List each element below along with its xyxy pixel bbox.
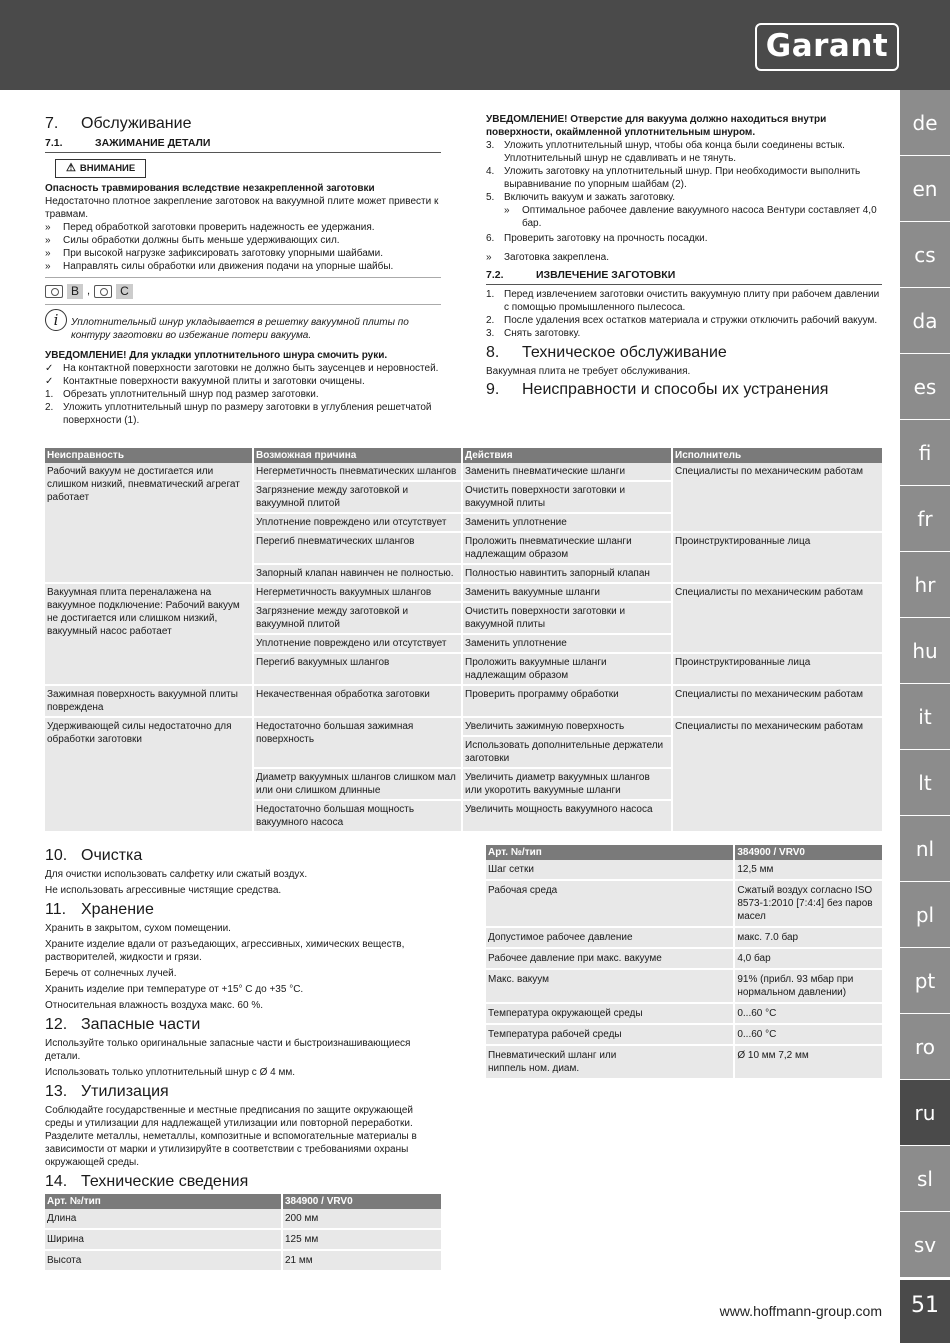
- table-cell: Перегиб вакуумных шлангов: [254, 654, 463, 686]
- section-8-heading: 8. Техническое обслуживание: [486, 344, 727, 361]
- warning-list: [45, 221, 441, 273]
- info-note-text: Уплотнительный шнур укладывается в решетку вакуумной плиты по контуру заготовки во избежание потери вакуума.: [71, 317, 409, 341]
- language-tab-pt[interactable]: pt: [900, 948, 950, 1014]
- table-cell: Рабочий вакуум не достигается или слишком низкий, пневматический агрегат работает: [45, 463, 254, 584]
- text-paragraph: Соблюдайте государственные и местные предписания по защите окружающей среды и утилизации для надлежащей утилизации или повторной переработки. Разделите металлы, неметаллы, композитные и вспомогательные материалы в зависимости от марки и утилизируйте в соответствии с требованиями охраны окружающей среды.: [45, 1105, 417, 1168]
- divider: [45, 304, 441, 305]
- divider: [45, 277, 441, 278]
- camera-icon: [45, 285, 63, 298]
- table-cell: Вакуумная плита переналажена на вакуумное подключение: Рабочий вакуум не достигается или слишком низкий, вакуумный насос работает: [45, 584, 254, 686]
- language-tab-es[interactable]: es: [900, 354, 950, 420]
- step-item: 2. После удаления всех остатков материала и стружки отключить рабочий вакуум.: [486, 315, 878, 326]
- table-cell: Проверить программу обработки: [463, 686, 673, 718]
- table-header: Действия: [463, 448, 673, 463]
- table-row: [486, 1025, 882, 1046]
- text-line: Относительная влажность воздуха макс. 60 %.: [45, 1000, 263, 1011]
- table-cell: Специалисты по механическим работам: [673, 584, 882, 654]
- table-header: Арт. №/тип: [486, 845, 735, 860]
- spec-table-dimensions: [45, 1194, 441, 1272]
- figure-references: [45, 282, 441, 300]
- table-cell: Рабочая среда: [486, 881, 735, 928]
- table-row: [486, 928, 882, 949]
- table-cell: Запорный клапан навинчен не полностью.: [254, 565, 463, 584]
- table-row: [45, 463, 882, 482]
- section-13-heading: 13. Утилизация: [45, 1083, 169, 1100]
- table-cell: Очистить поверхности заготовки и вакуумной плиты: [463, 603, 673, 635]
- table-cell: Уплотнение повреждено или отсутствует: [254, 514, 463, 533]
- table-cell: Зажимная поверхность вакуумной плиты повреждена: [45, 686, 254, 718]
- table-cell: Высота: [45, 1251, 283, 1272]
- text-line: Для очистки использовать салфетку или сжатый воздух.: [45, 869, 308, 880]
- table-cell: Специалисты по механическим работам: [673, 686, 882, 718]
- warning-badge: ⚠ ВНИМАНИЕ: [55, 159, 146, 178]
- separator: ,: [87, 284, 91, 297]
- fault-table: [45, 448, 882, 833]
- left-column-lower: [45, 845, 441, 1272]
- language-tab-ro[interactable]: ro: [900, 1014, 950, 1080]
- text-line: Не использовать агрессивные чистящие средства.: [45, 885, 282, 896]
- table-cell: Заменить вакуумные шланги: [463, 584, 673, 603]
- step-item: 6. Проверить заготовку на прочность посадки.: [486, 233, 708, 244]
- table-cell: Допустимое рабочее давление: [486, 928, 735, 949]
- table-cell: Ширина: [45, 1230, 283, 1251]
- language-tab-hu[interactable]: hu: [900, 618, 950, 684]
- table-row: [45, 718, 882, 737]
- right-column: [486, 113, 882, 402]
- text-line: Беречь от солнечных лучей.: [45, 968, 177, 979]
- table-cell: Сжатый воздух согласно ISO 8573-1:2010 [7:4:4] без паров масел: [735, 881, 882, 928]
- result-item: » Заготовка закреплена.: [486, 252, 609, 263]
- text-line: Хранить в закрытом, сухом помещении.: [45, 923, 231, 934]
- table-cell: Удерживающей силы недостаточно для обработки заготовки: [45, 718, 254, 833]
- warning-text: Недостаточно плотное закрепление заготовок на вакуумной плите может привести к травмам.: [45, 196, 439, 220]
- check-item: ✓ Контактные поверхности вакуумной плиты и заготовки очищены.: [45, 376, 365, 387]
- table-cell: Проинструктированные лица: [673, 654, 882, 686]
- language-tab-fr[interactable]: fr: [900, 486, 950, 552]
- table-cell: Увеличить мощность вакуумного насоса: [463, 801, 673, 833]
- sub-item: » Оптимальное рабочее давление вакуумного насоса Вентури составляет 4,0 бар.: [504, 205, 877, 229]
- table-header: Возможная причина: [254, 448, 463, 463]
- table-cell: Перегиб пневматических шлангов: [254, 533, 463, 565]
- table-cell: Увеличить зажимную поверхность: [463, 718, 673, 737]
- language-tab-ru[interactable]: ru: [900, 1080, 950, 1146]
- text-line: Хранить изделие при температуре от +15° C до +35 °C.: [45, 984, 304, 995]
- table-row: [486, 949, 882, 970]
- table-header: Исполнитель: [673, 448, 882, 463]
- table-cell: Использовать дополнительные держатели заготовки: [463, 737, 673, 769]
- table-cell: 0...60 °C: [735, 1025, 882, 1046]
- table-cell: Рабочее давление при макс. вакууме: [486, 949, 735, 970]
- check-item: ✓ На контактной поверхности заготовки не должно быть заусенцев и неровностей.: [45, 363, 439, 374]
- table-cell: Заменить пневматические шланги: [463, 463, 673, 482]
- camera-icon: [94, 285, 112, 298]
- language-tab-de[interactable]: de: [900, 90, 950, 156]
- table-cell: Макс. вакуум: [486, 970, 735, 1004]
- table-row: [486, 860, 882, 881]
- table-cell: Негерметичность пневматических шлангов: [254, 463, 463, 482]
- figure-label-c: C: [116, 284, 133, 299]
- language-tab-lt[interactable]: lt: [900, 750, 950, 816]
- language-tab-pl[interactable]: pl: [900, 882, 950, 948]
- step-item: 2. Уложить уплотнительный шнур по размеру заготовки в углубления решетчатой поверхности (1).: [45, 402, 432, 426]
- table-cell: Ø 10 мм 7,2 мм: [735, 1046, 882, 1080]
- table-header: Неисправность: [45, 448, 254, 463]
- step-item: 4. Уложить заготовку на уплотнительный шнур. При необходимости выполнить выравнивание по упорным шайбам (2).: [486, 166, 861, 190]
- notice-wet-hands: УВЕДОМЛЕНИЕ! Для укладки уплотнительного шнура смочить руки.: [45, 350, 388, 361]
- table-cell: Проложить вакуумные шланги надлежащим образом: [463, 654, 673, 686]
- step-item: 5. Включить вакуум и зажать заготовку.: [486, 192, 676, 203]
- table-cell: Полностью навинтить запорный клапан: [463, 565, 673, 584]
- section-7-1-heading: 7.1. ЗАЖИМАНИЕ ДЕТАЛИ: [45, 136, 441, 153]
- section-7-2-heading: 7.2. ИЗВЛЕЧЕНИЕ ЗАГОТОВКИ: [486, 268, 882, 285]
- list-item: » Силы обработки должны быть меньше удерживающих сил.: [45, 235, 340, 246]
- table-cell: 125 мм: [283, 1230, 441, 1251]
- table-cell: Проложить пневматические шланги надлежащим образом: [463, 533, 673, 565]
- table-cell: Негерметичность вакуумных шлангов: [254, 584, 463, 603]
- language-tab-fi[interactable]: fi: [900, 420, 950, 486]
- table-row: [486, 1046, 882, 1080]
- section-10-heading: 10. Очистка: [45, 847, 143, 864]
- table-row: [486, 970, 882, 1004]
- table-cell: Специалисты по механическим работам: [673, 463, 882, 533]
- table-header: Арт. №/тип: [45, 1194, 283, 1209]
- table-cell: 200 мм: [283, 1209, 441, 1230]
- checkmark-icon: ✓: [45, 376, 54, 387]
- table-cell: Недостаточно большая мощность вакуумного насоса: [254, 801, 463, 833]
- language-tab-da[interactable]: da: [900, 288, 950, 354]
- table-header: 384900 / VRV0: [283, 1194, 441, 1209]
- text-line: Храните изделие вдали от разъедающих, агрессивных, химических веществ, растворителей, жидкости и грязи.: [45, 939, 405, 963]
- info-icon: i: [45, 309, 67, 331]
- notice-vacuum-hole: УВЕДОМЛЕНИЕ! Отверстие для вакуума должно находиться внутри поверхности, окаймленной уплотнительным шнуром.: [486, 114, 827, 138]
- section-9-heading: 9. Неисправности и способы их устранения: [486, 381, 829, 398]
- table-row: [486, 1004, 882, 1025]
- figure-label-b: B: [67, 284, 83, 299]
- table-cell: Уплотнение повреждено или отсутствует: [254, 635, 463, 654]
- section-8-text: Вакуумная плита не требует обслуживания.: [486, 366, 691, 377]
- spec-table-technical: [486, 845, 882, 1080]
- table-cell: Увеличить диаметр вакуумных шлангов или укоротить вакуумные шланги: [463, 769, 673, 801]
- warning-heading: Опасность травмирования вследствие незакрепленной заготовки: [45, 183, 375, 194]
- table-cell: Специалисты по механическим работам: [673, 718, 882, 833]
- language-tab-sv[interactable]: sv: [900, 1212, 950, 1278]
- page-number: 51: [900, 1280, 950, 1343]
- table-cell: Проинструктированные лица: [673, 533, 882, 584]
- table-cell: 12,5 мм: [735, 860, 882, 881]
- step-item: 3. Уложить уплотнительный шнур, чтобы оба конца были соединены встык. Уплотнительный шнур не сдавливать и не тянуть.: [486, 140, 845, 164]
- left-column: [45, 113, 441, 427]
- table-cell: 21 мм: [283, 1251, 441, 1272]
- language-tab-nl[interactable]: nl: [900, 816, 950, 882]
- language-sidebar: [900, 90, 950, 1278]
- table-cell: Загрязнение между заготовкой и вакуумной плитой: [254, 603, 463, 635]
- table-cell: Недостаточно большая зажимная поверхность: [254, 718, 463, 769]
- table-cell: Заменить уплотнение: [463, 635, 673, 654]
- info-note: [45, 309, 441, 342]
- table-cell: 91% (прибл. 93 мбар при нормальном давлении): [735, 970, 882, 1004]
- step-item: 1. Перед извлечением заготовки очистить вакуумную плиту при рабочем давлении с помощью промышленного пылесоса.: [486, 289, 880, 313]
- section-7-heading: 7. Обслуживание: [45, 115, 192, 132]
- language-tab-en[interactable]: en: [900, 156, 950, 222]
- table-cell: Длина: [45, 1209, 283, 1230]
- text-line: Используйте только оригинальные запасные части и быстроизнашивающиеся детали.: [45, 1038, 411, 1062]
- step-item: 1. Обрезать уплотнительный шнур под размер заготовки.: [45, 389, 319, 400]
- table-cell: Загрязнение между заготовкой и вакуумной плитой: [254, 482, 463, 514]
- table-cell: Диаметр вакуумных шлангов слишком мал или они слишком длинные: [254, 769, 463, 801]
- language-tab-sl[interactable]: sl: [900, 1146, 950, 1212]
- table-cell: макс. 7.0 бар: [735, 928, 882, 949]
- table-cell: Температура рабочей среды: [486, 1025, 735, 1046]
- table-cell: Шаг сетки: [486, 860, 735, 881]
- section-12-heading: 12. Запасные части: [45, 1016, 201, 1033]
- language-tab-cs[interactable]: cs: [900, 222, 950, 288]
- table-cell: 4,0 бар: [735, 949, 882, 970]
- list-item: » Перед обработкой заготовки проверить надежность ее удержания.: [45, 222, 375, 233]
- right-column-lower: [486, 845, 882, 1080]
- section-14-heading: 14. Технические сведения: [45, 1173, 249, 1190]
- table-cell: 0...60 °C: [735, 1004, 882, 1025]
- table-row: [45, 1209, 441, 1230]
- language-tab-it[interactable]: it: [900, 684, 950, 750]
- page-header: [0, 0, 950, 90]
- table-cell: Очистить поверхности заготовки и вакуумной плиты: [463, 482, 673, 514]
- table-row: [45, 584, 882, 603]
- table-cell: Заменить уплотнение: [463, 514, 673, 533]
- section-11-heading: 11. Хранение: [45, 901, 154, 918]
- table-cell: Температура окружающей среды: [486, 1004, 735, 1025]
- footer-url[interactable]: www.hoffmann-group.com: [719, 1303, 882, 1319]
- garant-logo: Garant: [755, 23, 899, 71]
- table-cell: Некачественная обработка заготовки: [254, 686, 463, 718]
- warning-triangle-icon: ⚠: [66, 162, 76, 174]
- step-item: 3. Снять заготовку.: [486, 328, 581, 339]
- list-item: » Направлять силы обработки или движения подачи на упорные шайбы.: [45, 261, 394, 272]
- table-cell: Пневматический шланг или ниппель ном. диам.: [486, 1046, 735, 1080]
- language-tab-hr[interactable]: hr: [900, 552, 950, 618]
- text-line: Использовать только уплотнительный шнур с Ø 4 мм.: [45, 1067, 295, 1078]
- table-header: 384900 / VRV0: [735, 845, 882, 860]
- table-row: [45, 686, 882, 718]
- table-row: [486, 881, 882, 928]
- table-row: [45, 1251, 441, 1272]
- list-item: » При высокой нагрузке зафиксировать заготовку упорными шайбами.: [45, 248, 384, 259]
- table-row: [45, 1230, 441, 1251]
- checkmark-icon: ✓: [45, 363, 54, 374]
